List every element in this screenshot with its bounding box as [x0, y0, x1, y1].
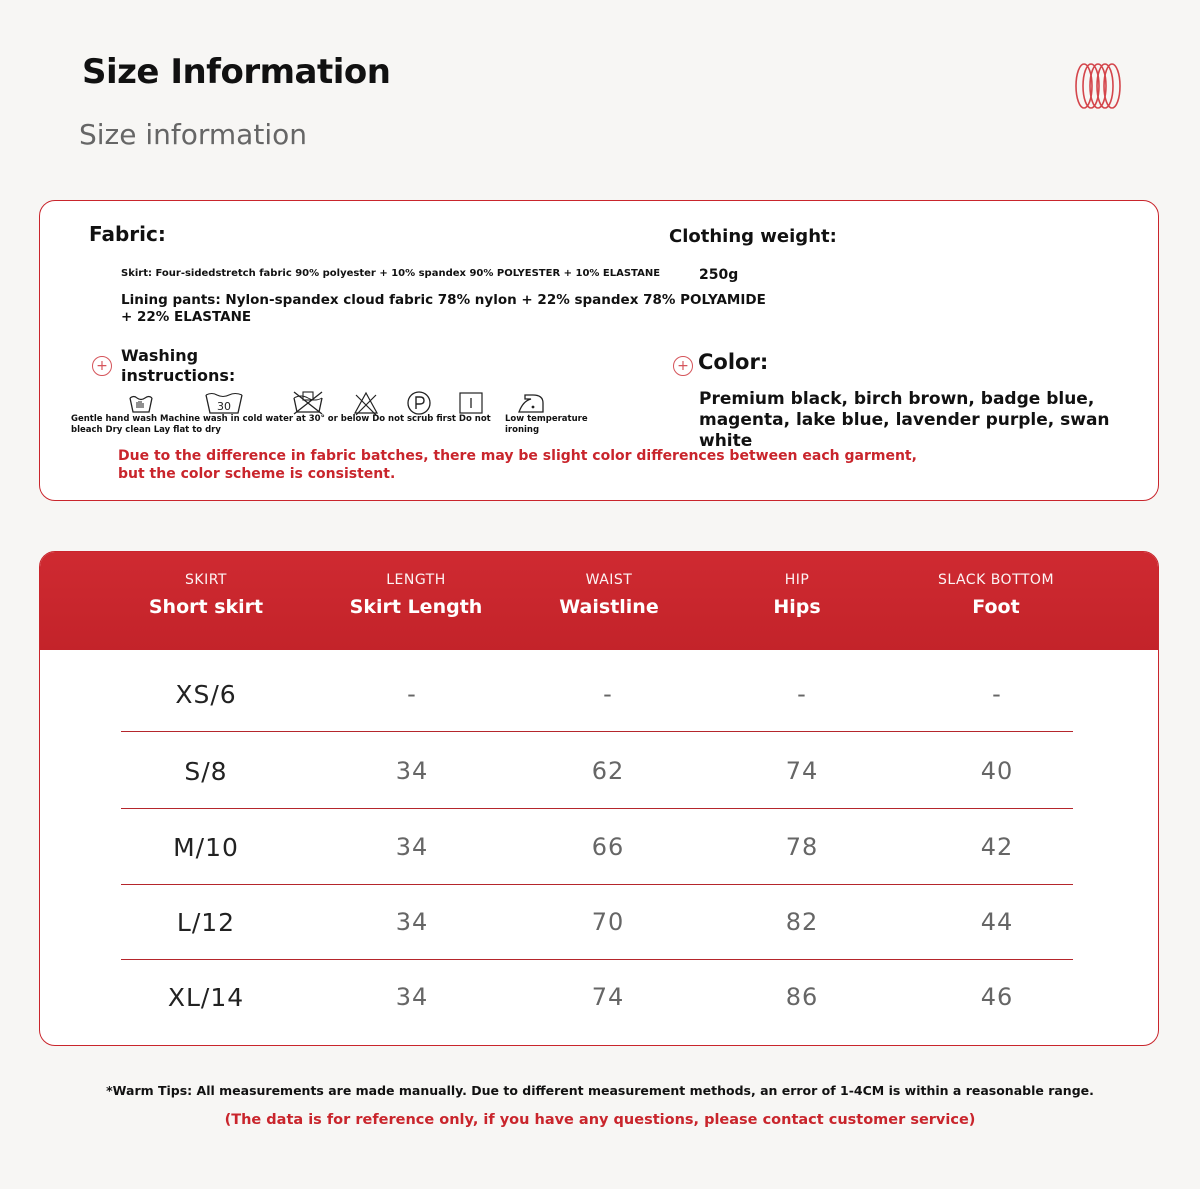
- header-en: LENGTH: [386, 572, 446, 588]
- wash-30-icon: [204, 390, 244, 416]
- header-en: SKIRT: [185, 572, 227, 588]
- washing-label: Washing instructions:: [121, 346, 236, 385]
- color-label: Color:: [698, 350, 769, 374]
- hip-cell: 86: [785, 983, 819, 1011]
- length-cell: 34: [395, 833, 429, 861]
- table-header: [40, 552, 1158, 650]
- length-cell: 34: [395, 757, 429, 785]
- warm-tip-text: *Warm Tips: All measurements are made manually. Due to different measurement methods, an error of 1-4CM is within a reasonable range.: [106, 1083, 1094, 1098]
- waist-cell: 66: [591, 833, 625, 861]
- waist-cell: 62: [591, 757, 625, 785]
- size-cell: L/12: [176, 908, 236, 937]
- size-cell: XS/6: [175, 680, 237, 709]
- hip-cell: 82: [785, 908, 819, 936]
- ring-logo-icon: [1072, 60, 1124, 112]
- weight-label: Clothing weight:: [669, 226, 837, 247]
- dry-clean-icon: [406, 390, 432, 416]
- foot-cell: 40: [980, 757, 1014, 785]
- header-en: HIP: [784, 572, 810, 588]
- table-row: [121, 885, 1073, 960]
- foot-cell: 42: [980, 833, 1014, 861]
- length-cell: -: [407, 680, 417, 708]
- ironing-text: Low temperature ironing: [505, 414, 588, 435]
- plus-icon: +: [673, 356, 693, 376]
- table-row: [121, 960, 1073, 1035]
- header-cell-skirt: [126, 572, 286, 618]
- header-cell-waist: [529, 572, 689, 618]
- length-cell: 34: [395, 983, 429, 1011]
- reference-note: (The data is for reference only, if you have any questions, please contact customer service): [224, 1112, 976, 1128]
- wash-temp-text: 30: [217, 400, 231, 413]
- no-bleach-icon: [353, 390, 379, 416]
- foot-cell: -: [992, 680, 1002, 708]
- fabric-label: Fabric:: [89, 222, 166, 246]
- table-row: [121, 657, 1073, 732]
- hip-cell: -: [797, 680, 807, 708]
- plus-icon: +: [92, 356, 112, 376]
- header-en: WAIST: [585, 572, 633, 588]
- waist-cell: 70: [591, 908, 625, 936]
- hip-cell: 78: [785, 833, 819, 861]
- header-label: Short skirt: [148, 596, 264, 618]
- size-cell: S/8: [184, 757, 228, 786]
- header-cell-foot: [906, 572, 1086, 618]
- header-label: Hips: [773, 596, 821, 618]
- waist-cell: 74: [591, 983, 625, 1011]
- lay-flat-dry-icon: [458, 390, 484, 416]
- table-row: [121, 734, 1073, 809]
- table-row: [121, 810, 1073, 885]
- weight-value: 250g: [699, 267, 739, 283]
- lining-fabric-text: Lining pants: Nylon-spandex cloud fabric 78% nylon + 22% spandex 78% POLYAMIDE + 22% ELASTANE: [121, 292, 766, 325]
- hip-cell: 74: [785, 757, 819, 785]
- header-cell-hip: [717, 572, 877, 618]
- length-cell: 34: [395, 908, 429, 936]
- color-value: Premium black, birch brown, badge blue, magenta, lake blue, lavender purple, swan white: [699, 389, 1110, 451]
- washing-instructions-text: Gentle hand wash Machine wash in cold water at 30° or below Do not scrub first Do not bleach Dry clean Lay flat to dry: [71, 414, 491, 435]
- page-subtitle: Size information: [79, 118, 307, 151]
- skirt-fabric-text: Skirt: Four-sidedstretch fabric 90% polyester + 10% spandex 90% POLYESTER + 10% ELASTANE: [121, 268, 661, 279]
- header-label: Waistline: [559, 596, 659, 618]
- size-cell: XL/14: [167, 983, 245, 1012]
- foot-cell: 46: [980, 983, 1014, 1011]
- header-en: SLACK BOTTOM: [937, 572, 1055, 588]
- page-title: Size Information: [82, 52, 391, 92]
- no-wring-icon: [291, 390, 325, 416]
- size-cell: M/10: [173, 833, 239, 862]
- foot-cell: 44: [980, 908, 1014, 936]
- color-difference-note: Due to the difference in fabric batches, there may be slight color differences between each garment, but the color scheme is consistent.: [118, 448, 917, 482]
- waist-cell: -: [603, 680, 613, 708]
- hand-wash-icon: [128, 390, 154, 416]
- header-label: Skirt Length: [349, 596, 483, 618]
- row-divider: [121, 808, 1073, 810]
- header-cell-length: [316, 572, 516, 618]
- iron-low-icon: [516, 390, 546, 416]
- row-divider: [121, 731, 1073, 733]
- header-label: Foot: [972, 596, 1020, 618]
- size-table: [39, 551, 1159, 1046]
